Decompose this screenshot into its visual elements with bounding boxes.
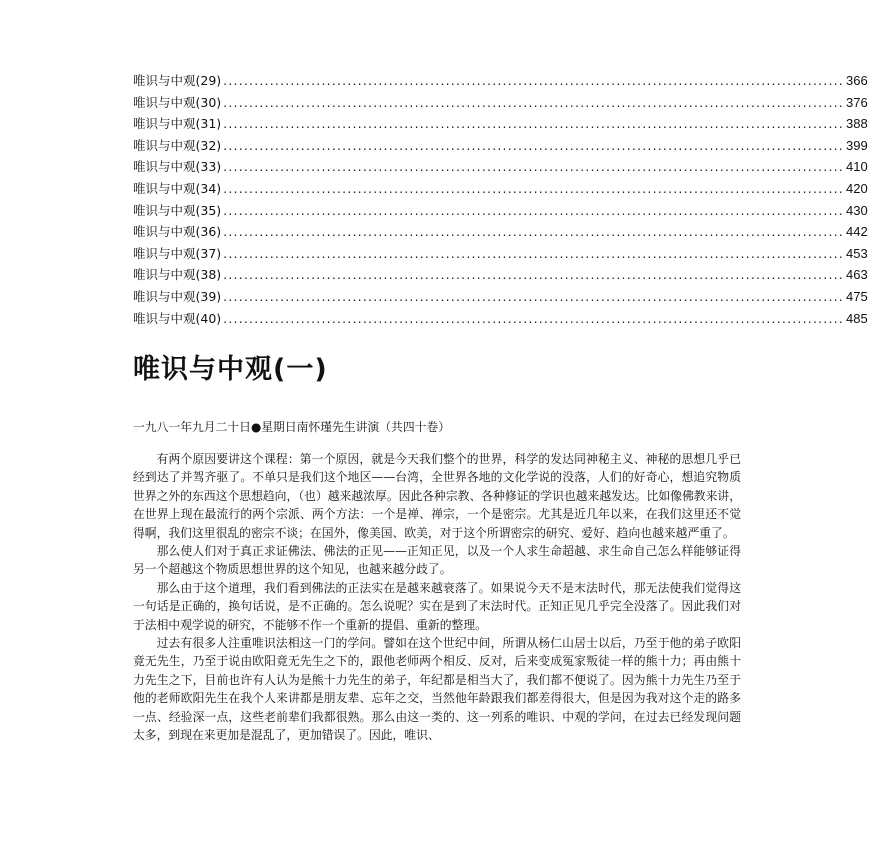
toc-entry[interactable]	[133, 243, 868, 265]
toc-entry-page: 410	[845, 159, 868, 175]
toc-entry[interactable]	[133, 135, 868, 157]
toc-leader-dots: ........................................................................................................................	[223, 202, 844, 218]
toc-entry[interactable]	[133, 264, 868, 286]
toc-entry[interactable]	[133, 70, 868, 92]
toc-leader-dots: ........................................................................................................................	[223, 288, 844, 304]
toc-entry[interactable]	[133, 92, 868, 114]
toc-entry-page: 388	[845, 116, 868, 132]
toc-entry-page: 485	[845, 310, 868, 326]
toc-leader-dots: ........................................................................................................................	[223, 116, 844, 132]
toc-leader-dots: ........................................................................................................................	[223, 159, 844, 175]
toc-entry-title: 唯识与中观(40)	[133, 310, 222, 326]
toc-entry-page: 399	[845, 137, 868, 153]
chapter-body	[133, 450, 741, 745]
toc-entry-title: 唯识与中观(32)	[133, 137, 222, 153]
body-paragraph: 过去有很多人注重唯识法相这一门的学问。譬如在这个世纪中间，所谓从杨仁山居士以后，乃至于他的弟子欧阳竟无先生，乃至于说由欧阳竟无先生之下的，跟他老师两个相反、反对，后来变成冤家叛徒一样的熊十力；再由熊十力先生之下，目前也许有人认为是熊十力先生的弟子，年纪都是相当大了，我们都不便说了。因为熊十力先生乃至于他的老师欧阳先生在我个人来讲都是朋友辈、忘年之交，当然他年龄跟我们都差得很大，但是因为我对这个走的路多一点、经验深一点，这些老前辈们我都很熟。那么由这一类的、这一列系的唯识、中观的学问，在过去已经发现问题太多，到现在来更加是混乱了，更加错误了。因此，唯识、	[133, 636, 741, 743]
toc-entry-title: 唯识与中观(36)	[133, 224, 222, 240]
toc-entry-page: 430	[845, 202, 868, 218]
toc-entry-title: 唯识与中观(33)	[133, 159, 222, 175]
toc-entry-page: 366	[845, 73, 868, 88]
toc-entry-page: 453	[845, 245, 868, 261]
toc-entry[interactable]	[133, 156, 868, 178]
toc-leader-dots: ........................................................................................................................	[223, 310, 844, 326]
chapter-title: 唯识与中观(一)	[133, 354, 328, 385]
toc-leader-dots: ........................................................................................................................	[223, 245, 844, 261]
toc-leader-dots: ........................................................................................................................	[223, 94, 844, 110]
toc-entry-page: 376	[845, 94, 868, 110]
toc-leader-dots: ........................................................................................................................	[223, 180, 844, 196]
toc-entry-page: 463	[845, 267, 868, 283]
body-paragraph: 有两个原因要讲这个课程：第一个原因，就是今天我们整个的世界，科学的发达同神秘主义、神秘的思想几乎已经到达了并驾齐驱了。不单只是我们这个地区——台湾，全世界各地的文化学说的没落，人们的好奇心，想追究物质世界之外的东西这个思想趋向，（也）越来越浓厚。因此各种宗教、各种修证的学识也越来越发达。比如像佛教来讲，在世界上现在最流行的两个宗派、两个方法：一个是禅、禅宗，一个是密宗。尤其是近几年以来，在我们这里还不觉得啊，我们这里很乱的密宗不谈；在国外，像美国、欧美，对于这个所谓密宗的研究、爱好、趋向也越来越严重了。	[133, 452, 741, 540]
body-paragraph: 那么由于这个道理，我们看到佛法的正法实在是越来越衰落了。如果说今天不是末法时代，那无法使我们觉得这一句话是正确的，换句话说，是不正确的。怎么说呢？实在是到了末法时代。正知正见几乎完全没落了。因此我们对于法相中观学说的研究，不能够不作一个重新的提倡、重新的整理。	[133, 580, 741, 632]
toc-entry-title: 唯识与中观(35)	[133, 202, 222, 218]
toc-entry[interactable]	[133, 200, 868, 222]
toc-leader-dots: ........................................................................................................................	[223, 73, 844, 88]
toc-entry[interactable]	[133, 308, 868, 330]
table-of-contents	[133, 70, 868, 329]
toc-entry-page: 420	[845, 180, 868, 196]
body-paragraph: 那么使人们对于真正求证佛法、佛法的正见——正知正见，以及一个人求生命超越、求生命自己怎么样能够证得另一个超越这个物质思想世界的这个知见，也越来越分歧了。	[133, 544, 741, 577]
toc-entry[interactable]	[133, 113, 868, 135]
toc-entry-title: 唯识与中观(30)	[133, 94, 222, 110]
toc-entry-title: 唯识与中观(38)	[133, 267, 222, 283]
toc-entry-page: 475	[845, 288, 868, 304]
toc-entry[interactable]	[133, 221, 868, 243]
toc-leader-dots: ........................................................................................................................	[223, 267, 844, 283]
toc-entry-title: 唯识与中观(37)	[133, 245, 222, 261]
toc-entry-title: 唯识与中观(29)	[133, 73, 222, 88]
toc-entry-title: 唯识与中观(39)	[133, 288, 222, 304]
toc-entry-title: 唯识与中观(31)	[133, 116, 222, 132]
toc-entry-page: 442	[845, 224, 868, 240]
toc-entry-title: 唯识与中观(34)	[133, 180, 222, 196]
toc-entry[interactable]	[133, 178, 868, 200]
lecture-date-subtitle: 一九八一年九月二十日●星期日南怀瑾先生讲演（共四十卷）	[133, 420, 451, 434]
toc-entry[interactable]	[133, 286, 868, 308]
toc-leader-dots: ........................................................................................................................	[223, 137, 844, 153]
toc-leader-dots: ........................................................................................................................	[223, 224, 844, 240]
